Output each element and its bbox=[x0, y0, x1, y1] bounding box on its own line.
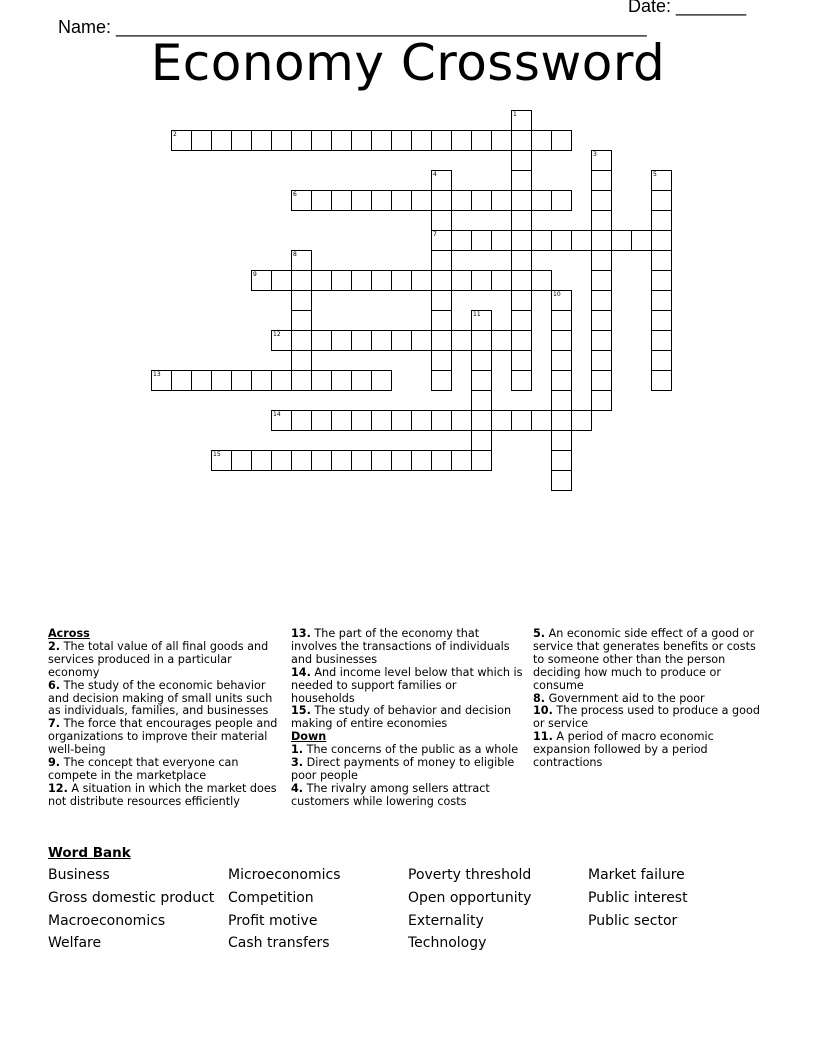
crossword-cell[interactable] bbox=[591, 210, 612, 231]
crossword-cell[interactable] bbox=[431, 130, 452, 151]
crossword-cell[interactable] bbox=[611, 230, 632, 251]
crossword-cell[interactable] bbox=[311, 130, 332, 151]
crossword-cell[interactable] bbox=[431, 450, 452, 471]
crossword-cell[interactable] bbox=[451, 130, 472, 151]
crossword-cell[interactable] bbox=[451, 270, 472, 291]
crossword-cell[interactable] bbox=[311, 450, 332, 471]
crossword-cell[interactable] bbox=[511, 330, 532, 351]
crossword-cell[interactable] bbox=[311, 370, 332, 391]
crossword-cell[interactable] bbox=[311, 410, 332, 431]
clue-across-12: 12. A situation in which the market does not distribute resources efficiently bbox=[48, 781, 277, 808]
clue-number: 7 bbox=[433, 231, 437, 238]
crossword-cell[interactable] bbox=[551, 230, 572, 251]
clue-number: 3 bbox=[593, 151, 597, 158]
clue-across-6: 6. The study of the economic behavior and decision making of small units such as individuals, families, and businesses bbox=[48, 678, 273, 718]
crossword-cell[interactable] bbox=[651, 330, 672, 351]
word-bank-item: Poverty threshold bbox=[408, 867, 532, 883]
clue-down-3: 3. Direct payments of money to eligible poor people bbox=[291, 756, 515, 782]
crossword-cell[interactable] bbox=[251, 450, 272, 471]
crossword-cell[interactable] bbox=[391, 330, 412, 351]
crossword-cell[interactable] bbox=[591, 350, 612, 371]
crossword-cell[interactable] bbox=[411, 330, 432, 351]
crossword-cell[interactable] bbox=[551, 350, 572, 371]
down-heading: Down bbox=[291, 730, 327, 744]
word-bank-item: Gross domestic product bbox=[48, 890, 215, 906]
clues-column-3 bbox=[533, 628, 767, 770]
crossword-cell[interactable] bbox=[371, 190, 392, 211]
crossword-cell[interactable] bbox=[651, 370, 672, 391]
crossword-cell[interactable] bbox=[291, 270, 312, 291]
crossword-cell[interactable] bbox=[291, 130, 312, 151]
crossword-cell[interactable] bbox=[351, 410, 372, 431]
crossword-cell[interactable] bbox=[511, 210, 532, 231]
crossword-cell[interactable] bbox=[471, 450, 492, 471]
name-field[interactable]: Name: _____________________________________________________ bbox=[58, 17, 647, 37]
crossword-cell[interactable] bbox=[391, 450, 412, 471]
clue-number: 12 bbox=[273, 331, 281, 338]
word-bank-item: Externality bbox=[408, 913, 484, 929]
crossword-cell[interactable] bbox=[411, 410, 432, 431]
crossword-cell[interactable] bbox=[551, 190, 572, 211]
crossword-cell[interactable] bbox=[331, 270, 352, 291]
crossword-cell[interactable] bbox=[231, 370, 252, 391]
crossword-cell[interactable] bbox=[351, 190, 372, 211]
crossword-cell[interactable] bbox=[271, 450, 292, 471]
crossword-cell[interactable] bbox=[471, 270, 492, 291]
crossword-cell[interactable] bbox=[391, 130, 412, 151]
crossword-cell[interactable] bbox=[491, 410, 512, 431]
crossword-cell[interactable] bbox=[291, 350, 312, 371]
crossword-cell[interactable] bbox=[351, 330, 372, 351]
crossword-cell[interactable] bbox=[271, 330, 292, 351]
date-field[interactable]: Date: _______ bbox=[628, 0, 747, 16]
clue-number: 4 bbox=[433, 171, 437, 178]
clue-across-13: 13. The part of the economy that involves the transactions of individuals and businesses bbox=[291, 627, 510, 666]
clues-column-1 bbox=[48, 628, 280, 809]
crossword-cell[interactable] bbox=[651, 250, 672, 271]
clue-across-7: 7. The force that encourages people and organizations to improve their material well-being bbox=[48, 717, 278, 757]
crossword-cell[interactable] bbox=[491, 230, 512, 251]
crossword-cell[interactable] bbox=[591, 390, 612, 411]
crossword-cell[interactable] bbox=[291, 370, 312, 391]
clue-number: 14 bbox=[273, 411, 281, 418]
crossword-cell[interactable] bbox=[431, 350, 452, 371]
crossword-cell[interactable] bbox=[451, 450, 472, 471]
crossword-cell[interactable] bbox=[511, 350, 532, 371]
crossword-cell[interactable] bbox=[591, 270, 612, 291]
crossword-cell[interactable] bbox=[511, 110, 532, 131]
crossword-cell[interactable] bbox=[371, 270, 392, 291]
crossword-cell[interactable] bbox=[311, 270, 332, 291]
crossword-cell[interactable] bbox=[471, 390, 492, 411]
clue-across-14: 14. And income level below that which is needed to support families or households bbox=[291, 665, 523, 705]
crossword-cell[interactable] bbox=[551, 470, 572, 491]
crossword-cell[interactable] bbox=[431, 230, 452, 251]
crossword-cell[interactable] bbox=[511, 410, 532, 431]
crossword-cell[interactable] bbox=[491, 190, 512, 211]
word-bank-item: Open opportunity bbox=[408, 890, 532, 906]
clue-number: 2 bbox=[173, 131, 177, 138]
crossword-cell[interactable] bbox=[271, 270, 292, 291]
crossword-cell[interactable] bbox=[491, 330, 512, 351]
crossword-cell[interactable] bbox=[151, 370, 172, 391]
crossword-cell[interactable] bbox=[591, 150, 612, 171]
crossword-cell[interactable] bbox=[351, 270, 372, 291]
crossword-cell[interactable] bbox=[331, 190, 352, 211]
crossword-cell[interactable] bbox=[511, 270, 532, 291]
crossword-cell[interactable] bbox=[591, 170, 612, 191]
word-bank-item: Public interest bbox=[588, 890, 688, 906]
crossword-cell[interactable] bbox=[291, 410, 312, 431]
clue-number: 13 bbox=[153, 371, 161, 378]
word-bank-item: Competition bbox=[228, 890, 314, 906]
crossword-cell[interactable] bbox=[191, 370, 212, 391]
crossword-cell[interactable] bbox=[511, 150, 532, 171]
crossword-cell[interactable] bbox=[471, 410, 492, 431]
crossword-cell[interactable] bbox=[511, 290, 532, 311]
crossword-cell[interactable] bbox=[431, 290, 452, 311]
crossword-cell[interactable] bbox=[471, 230, 492, 251]
clue-across-9: 9. The concept that everyone can compete in the marketplace bbox=[48, 756, 239, 782]
clue-number: 1 bbox=[513, 111, 517, 118]
crossword-cell[interactable] bbox=[411, 450, 432, 471]
crossword-cell[interactable] bbox=[431, 250, 452, 271]
crossword-cell[interactable] bbox=[651, 290, 672, 311]
crossword-cell[interactable] bbox=[651, 190, 672, 211]
crossword-cell[interactable] bbox=[511, 130, 532, 151]
crossword-cell[interactable] bbox=[271, 410, 292, 431]
crossword-cell[interactable] bbox=[231, 450, 252, 471]
clue-number: 5 bbox=[653, 171, 657, 178]
crossword-cell[interactable] bbox=[291, 330, 312, 351]
crossword-cell[interactable] bbox=[291, 190, 312, 211]
crossword-cell[interactable] bbox=[211, 130, 232, 151]
crossword-cell[interactable] bbox=[371, 330, 392, 351]
clue-down-8: 8. Government aid to the poor bbox=[533, 691, 705, 705]
crossword-cell[interactable] bbox=[331, 130, 352, 151]
crossword-cell[interactable] bbox=[331, 330, 352, 351]
clue-down-11: 11. A period of macro economic expansion followed by a period contractions bbox=[533, 730, 714, 770]
crossword-cell[interactable] bbox=[511, 230, 532, 251]
crossword-cell[interactable] bbox=[551, 430, 572, 451]
crossword-cell[interactable] bbox=[651, 270, 672, 291]
crossword-cell[interactable] bbox=[311, 190, 332, 211]
crossword-cell[interactable] bbox=[531, 230, 552, 251]
crossword-cell[interactable] bbox=[471, 350, 492, 371]
crossword-cell[interactable] bbox=[411, 190, 432, 211]
crossword-cell[interactable] bbox=[591, 190, 612, 211]
crossword-cell[interactable] bbox=[651, 210, 672, 231]
crossword-cell[interactable] bbox=[511, 250, 532, 271]
crossword-cell[interactable] bbox=[591, 230, 612, 251]
crossword-cell[interactable] bbox=[311, 330, 332, 351]
crossword-cell[interactable] bbox=[371, 370, 392, 391]
crossword-cell[interactable] bbox=[471, 190, 492, 211]
crossword-cell[interactable] bbox=[251, 270, 272, 291]
crossword-cell[interactable] bbox=[371, 450, 392, 471]
crossword-cell[interactable] bbox=[431, 330, 452, 351]
crossword-cell[interactable] bbox=[211, 370, 232, 391]
crossword-cell[interactable] bbox=[291, 450, 312, 471]
crossword-cell[interactable] bbox=[531, 190, 552, 211]
crossword-cell[interactable] bbox=[571, 230, 592, 251]
crossword-cell[interactable] bbox=[451, 190, 472, 211]
clue-down-1: 1. The concerns of the public as a whole bbox=[291, 743, 519, 757]
clue-down-5: 5. An economic side effect of a good or service that generates benefits or costs to someone other than the person deciding how much to produce or consume bbox=[533, 627, 756, 692]
crossword-cell[interactable] bbox=[471, 330, 492, 351]
word-bank-heading: Word Bank bbox=[48, 845, 131, 861]
word-bank-item: Microeconomics bbox=[228, 867, 341, 883]
crossword-cell[interactable] bbox=[431, 170, 452, 191]
crossword-cell[interactable] bbox=[271, 130, 292, 151]
crossword-cell[interactable] bbox=[591, 330, 612, 351]
crossword-cell[interactable] bbox=[571, 410, 592, 431]
clues-column-2 bbox=[291, 628, 523, 809]
crossword-cell[interactable] bbox=[531, 130, 552, 151]
crossword-cell[interactable] bbox=[451, 410, 472, 431]
crossword-cell[interactable] bbox=[411, 270, 432, 291]
crossword-cell[interactable] bbox=[451, 330, 472, 351]
crossword-cell[interactable] bbox=[331, 370, 352, 391]
clue-number: 6 bbox=[293, 191, 297, 198]
crossword-cell[interactable] bbox=[591, 310, 612, 331]
word-bank-item: Public sector bbox=[588, 913, 678, 929]
crossword-cell[interactable] bbox=[651, 350, 672, 371]
crossword-cell[interactable] bbox=[231, 130, 252, 151]
crossword-cell[interactable] bbox=[591, 370, 612, 391]
crossword-cell[interactable] bbox=[291, 250, 312, 271]
word-bank-item: Business bbox=[48, 867, 110, 883]
crossword-cell[interactable] bbox=[511, 190, 532, 211]
crossword-cell[interactable] bbox=[431, 370, 452, 391]
clue-across-2: 2. The total value of all final goods and services produced in a particular economy bbox=[48, 639, 269, 679]
word-bank-item: Technology bbox=[408, 935, 487, 951]
crossword-cell[interactable] bbox=[431, 210, 452, 231]
word-bank-item: Welfare bbox=[48, 935, 102, 951]
crossword-cell[interactable] bbox=[391, 270, 412, 291]
crossword-cell[interactable] bbox=[431, 310, 452, 331]
crossword-cell[interactable] bbox=[211, 450, 232, 471]
crossword-cell[interactable] bbox=[551, 290, 572, 311]
clue-number: 9 bbox=[253, 271, 257, 278]
crossword-cell[interactable] bbox=[511, 170, 532, 191]
crossword-cell[interactable] bbox=[291, 310, 312, 331]
crossword-cell[interactable] bbox=[531, 270, 552, 291]
crossword-cell[interactable] bbox=[371, 130, 392, 151]
crossword-cell[interactable] bbox=[251, 370, 272, 391]
crossword-cell[interactable] bbox=[531, 410, 552, 431]
crossword-cell[interactable] bbox=[291, 290, 312, 311]
clue-across-15: 15. The study of behavior and decision making of entire economies bbox=[291, 704, 512, 731]
clue-number: 15 bbox=[213, 451, 221, 458]
crossword-cell[interactable] bbox=[471, 310, 492, 331]
crossword-cell[interactable] bbox=[471, 430, 492, 451]
crossword-cell[interactable] bbox=[591, 290, 612, 311]
crossword-cell[interactable] bbox=[651, 230, 672, 251]
crossword-cell[interactable] bbox=[371, 410, 392, 431]
crossword-cell[interactable] bbox=[591, 250, 612, 271]
word-bank-item: Market failure bbox=[588, 867, 685, 883]
crossword-cell[interactable] bbox=[171, 130, 192, 151]
crossword-grid bbox=[0, 0, 816, 520]
clue-number: 8 bbox=[293, 251, 297, 258]
crossword-cell[interactable] bbox=[171, 370, 192, 391]
crossword-cell[interactable] bbox=[631, 230, 652, 251]
crossword-cell[interactable] bbox=[391, 410, 412, 431]
clue-number: 10 bbox=[553, 291, 561, 298]
clue-number: 11 bbox=[473, 311, 481, 318]
crossword-cell[interactable] bbox=[471, 370, 492, 391]
crossword-cell[interactable] bbox=[251, 130, 272, 151]
word-bank-item: Cash transfers bbox=[228, 935, 330, 951]
word-bank-item: Macroeconomics bbox=[48, 913, 166, 929]
crossword-cell[interactable] bbox=[271, 370, 292, 391]
crossword-cell[interactable] bbox=[651, 310, 672, 331]
crossword-cell[interactable] bbox=[431, 190, 452, 211]
crossword-cell[interactable] bbox=[351, 450, 372, 471]
crossword-cell[interactable] bbox=[431, 270, 452, 291]
crossword-cell[interactable] bbox=[331, 410, 352, 431]
crossword-cell[interactable] bbox=[411, 130, 432, 151]
clue-down-4: 4. The rivalry among sellers attract customers while lowering costs bbox=[291, 781, 490, 808]
crossword-cell[interactable] bbox=[511, 310, 532, 331]
crossword-cell[interactable] bbox=[391, 190, 412, 211]
crossword-cell[interactable] bbox=[551, 410, 572, 431]
crossword-cell[interactable] bbox=[471, 130, 492, 151]
crossword-cell[interactable] bbox=[651, 170, 672, 191]
crossword-cell[interactable] bbox=[491, 130, 512, 151]
crossword-cell[interactable] bbox=[451, 230, 472, 251]
crossword-cell[interactable] bbox=[551, 450, 572, 471]
word-bank-item: Profit motive bbox=[228, 913, 318, 929]
crossword-cell[interactable] bbox=[511, 370, 532, 391]
crossword-cell[interactable] bbox=[331, 450, 352, 471]
crossword-cell[interactable] bbox=[431, 410, 452, 431]
crossword-cell[interactable] bbox=[351, 370, 372, 391]
page-title: Economy Crossword bbox=[150, 34, 666, 92]
crossword-cell[interactable] bbox=[551, 310, 572, 331]
clue-down-10: 10. The process used to produce a good or service bbox=[533, 704, 760, 731]
crossword-cell[interactable] bbox=[551, 390, 572, 411]
crossword-cell[interactable] bbox=[551, 130, 572, 151]
crossword-cell[interactable] bbox=[551, 370, 572, 391]
crossword-cell[interactable] bbox=[491, 270, 512, 291]
across-heading: Across bbox=[48, 627, 90, 640]
crossword-cell[interactable] bbox=[351, 130, 372, 151]
crossword-cell[interactable] bbox=[551, 330, 572, 351]
crossword-cell[interactable] bbox=[191, 130, 212, 151]
